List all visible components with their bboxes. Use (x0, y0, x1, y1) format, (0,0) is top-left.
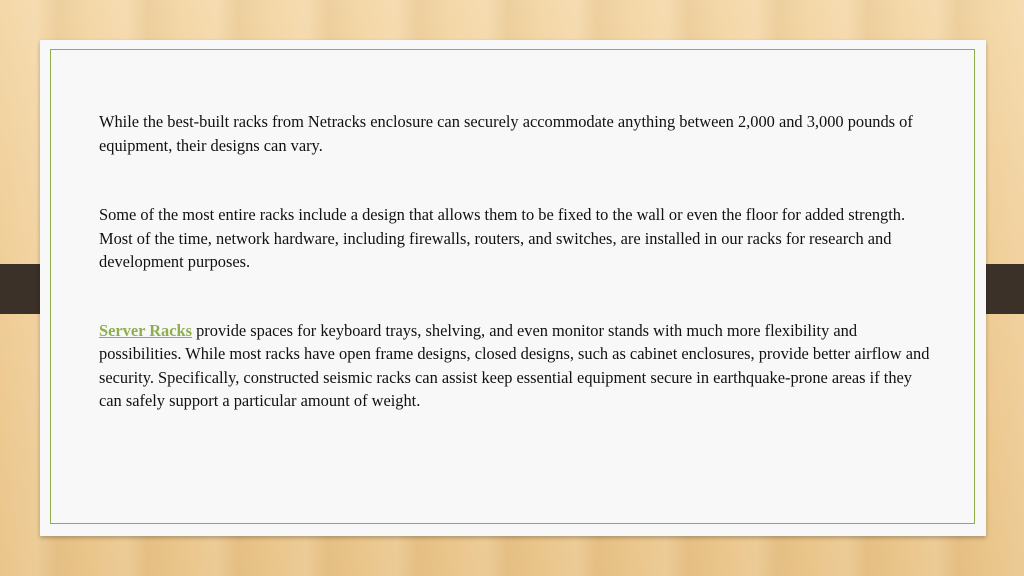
slide-content (99, 110, 935, 413)
paragraph-rack-designs: Some of the most entire racks include a design that allows them to be fixed to the wall or even the floor for added strength. Most of the time, network hardware, including firewalls, routers, and switches, are installed in our racks for research and development purposes. (99, 205, 906, 271)
paragraph-server-racks-text: provide spaces for keyboard trays, shelving, and even monitor stands with much more flexibility and possibilities. While most racks have open frame designs, closed designs, such as cabinet enclosures, provide better airflow and security. Specifically, constructed seismic racks can assist keep essential equipment secure in earthquake-prone areas if they can safely support a particular amount of weight. (99, 320, 930, 410)
paragraph-weight-capacity: While the best-built racks from Netracks enclosure can securely accommodate anything between 2,000 and 3,000 pounds of equipment, their designs can vary. (99, 112, 913, 155)
paragraph-server-racks (99, 319, 935, 413)
server-racks-link[interactable]: Server Racks (99, 320, 193, 340)
